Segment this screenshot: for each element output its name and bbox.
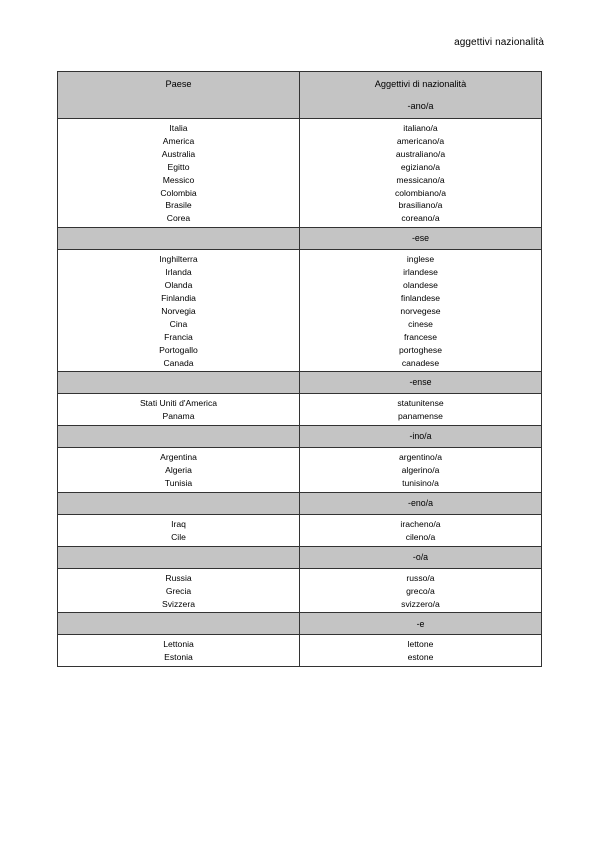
- adjective-list: [300, 569, 541, 613]
- country-list: [58, 635, 300, 666]
- country-name: Cina: [169, 318, 188, 329]
- header-adjective: [300, 72, 541, 118]
- country-name: Russia: [165, 572, 192, 583]
- adjective: irlandese: [403, 267, 438, 278]
- suffix-label: -ense: [409, 377, 432, 388]
- country-name: Australia: [161, 148, 196, 159]
- adjective: finlandese: [400, 292, 441, 303]
- country-list: [58, 119, 300, 227]
- country-name: Argentina: [160, 452, 197, 463]
- adjective: italiano/a: [403, 123, 438, 133]
- adjective: iracheno/a: [400, 518, 441, 529]
- suffix-row: [58, 612, 541, 634]
- adjective: argentino/a: [398, 452, 442, 463]
- country-name: Lettonia: [163, 639, 194, 650]
- country-name: Inghilterra: [159, 254, 198, 265]
- country-name: Portogallo: [159, 344, 198, 355]
- adjective-list: [300, 394, 541, 425]
- suffix-row: [58, 546, 541, 568]
- country-list: [58, 569, 300, 613]
- adjective: lettone: [407, 639, 434, 650]
- country-name: Grecia: [165, 585, 192, 596]
- country-list: [58, 448, 300, 492]
- country-name: Corea: [166, 213, 191, 224]
- suffix-label: -ano/a: [407, 101, 434, 112]
- table-group-rows: [58, 634, 541, 666]
- country-name: Francia: [164, 331, 193, 342]
- adjective: cileno/a: [405, 531, 436, 542]
- table-group-rows: [58, 249, 541, 371]
- adjective: cinese: [408, 318, 433, 329]
- adjective: canadese: [401, 357, 440, 368]
- adjective: russo/a: [406, 572, 435, 583]
- header-country: Paese: [58, 72, 300, 118]
- country-name: Messico: [162, 174, 195, 185]
- page-header: aggettivi nazionalità: [454, 37, 544, 48]
- adjective: colombiano/a: [394, 187, 447, 198]
- adjective: norvegese: [400, 305, 441, 316]
- country-name: Brasile: [165, 200, 192, 211]
- nationality-table: [57, 71, 542, 667]
- country-name: Cile: [171, 531, 186, 542]
- table-group-rows: [58, 447, 541, 492]
- country-name: Colombia: [160, 187, 197, 198]
- table-group-rows: [58, 514, 541, 546]
- suffix-row: [58, 492, 541, 514]
- adjective: olandese: [403, 280, 438, 291]
- header-adjective-label: Aggettivi di nazionalità: [374, 79, 467, 89]
- country-name: Norvegia: [161, 305, 196, 316]
- suffix-row: [58, 227, 541, 249]
- suffix-label: -ino/a: [409, 431, 432, 442]
- country-name: Panama: [162, 411, 195, 422]
- country-name: Stati Uniti d'America: [139, 398, 218, 409]
- adjective: panamense: [398, 411, 443, 422]
- suffix-label: -eno/a: [408, 497, 433, 508]
- adjective: tunisino/a: [402, 478, 439, 489]
- suffix-label: -o/a: [412, 551, 429, 562]
- country-list: [58, 250, 300, 371]
- table-group-rows: [58, 393, 541, 425]
- table-header-row: [58, 72, 541, 118]
- country-name: Finlandia: [161, 292, 196, 303]
- adjective: egiziano/a: [400, 161, 441, 172]
- country-name: Tunisia: [164, 478, 193, 489]
- adjective-list: [300, 448, 541, 492]
- suffix-row: [58, 371, 541, 393]
- adjective: inglese: [406, 254, 435, 265]
- adjective-list: [300, 635, 541, 666]
- country-name: Svizzera: [162, 598, 195, 609]
- adjective-list: [300, 119, 541, 227]
- country-list: [58, 515, 300, 546]
- suffix-row: [58, 425, 541, 447]
- suffix-label: -ese: [411, 233, 430, 244]
- adjective: francese: [404, 331, 437, 342]
- adjective: americano/a: [396, 135, 445, 146]
- country-name: Iraq: [171, 518, 186, 529]
- adjective: australiano/a: [395, 148, 446, 159]
- adjective-list: [300, 515, 541, 546]
- suffix-label: -e: [416, 618, 425, 629]
- adjective: estone: [407, 652, 434, 663]
- adjective: statunitense: [397, 398, 444, 409]
- country-name: Italia: [169, 123, 188, 133]
- country-name: Algeria: [165, 465, 192, 476]
- table-group-rows: [58, 568, 541, 613]
- country-name: America: [162, 135, 195, 146]
- table-group-rows: [58, 118, 541, 227]
- adjective: svizzero/a: [401, 598, 440, 609]
- adjective: coreano/a: [401, 213, 440, 224]
- country-name: Estonia: [164, 652, 193, 663]
- adjective: messicano/a: [396, 174, 445, 185]
- country-name: Egitto: [167, 161, 190, 172]
- adjective: brasiliano/a: [398, 200, 443, 211]
- adjective: portoghese: [398, 344, 442, 355]
- country-name: Irlanda: [165, 267, 192, 278]
- adjective-list: [300, 250, 541, 371]
- country-name: Canada: [163, 357, 194, 368]
- country-list: [58, 394, 300, 425]
- adjective: greco/a: [406, 585, 435, 596]
- country-name: Olanda: [164, 280, 193, 291]
- adjective: algerino/a: [401, 465, 440, 476]
